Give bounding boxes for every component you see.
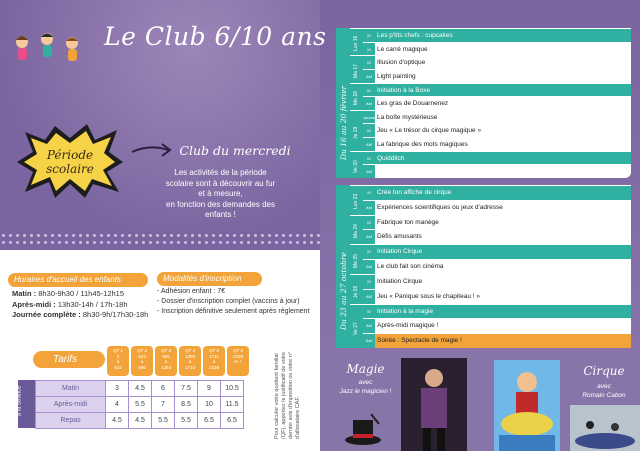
activity-text: Initiation Cirque	[377, 277, 423, 285]
tarif-cell: 9	[198, 381, 221, 397]
page-title: Le Club 6/10 ans	[104, 22, 327, 51]
horaire-line	[12, 300, 148, 311]
activity-row	[363, 289, 631, 304]
activity-text: Les gras de Douarnenez	[377, 100, 449, 108]
activity-row	[363, 215, 631, 230]
qf-header	[131, 346, 153, 376]
tarif-cell: 10.5	[221, 381, 244, 397]
qf-header-line: à	[116, 359, 120, 364]
qf-header-line: 2338	[208, 364, 219, 370]
magie-sub1: avec	[358, 379, 373, 386]
horaire-label: Matin :	[12, 289, 37, 298]
activity-row	[363, 151, 631, 165]
qf-header	[179, 346, 201, 376]
activity-row	[363, 185, 631, 200]
activity-row	[363, 333, 631, 348]
tarif-row	[36, 413, 244, 429]
activity-text: Les p'tits chefs : cupcakes	[377, 32, 453, 39]
qf-header-line: QF 6	[232, 348, 243, 353]
day-label-text: Me 18	[353, 91, 359, 106]
desc-line: Les activités de la période	[174, 168, 267, 177]
qf-header-line: 1710	[184, 364, 195, 370]
activity-row	[363, 318, 631, 333]
activity-row	[363, 28, 631, 42]
half-day-label: Journée	[363, 111, 375, 124]
horaire-value: 8h30-9h30 / 11h45-12h15	[36, 289, 125, 298]
magician-photo	[401, 358, 467, 451]
activity-text: La fabrique des mots magiques	[377, 141, 468, 149]
schedule-october	[336, 185, 631, 348]
modalites-lines	[157, 287, 310, 317]
half-day-label: M	[363, 216, 375, 230]
tarif-cell: 4.5	[106, 413, 129, 429]
day-label-text: Ma 24	[353, 224, 359, 239]
kids-illustration	[10, 30, 85, 70]
activity-row	[363, 55, 631, 69]
half-day-label: AM	[363, 97, 375, 110]
horaire-line	[12, 289, 148, 300]
modalite-line: - Dossier d'inscription complet (vaccins à jour)	[157, 298, 300, 305]
tarif-row-label: Après-midi	[36, 397, 106, 413]
activity-row	[363, 96, 631, 110]
date-range-label: Du 16 au 20 février	[339, 85, 348, 160]
tarif-cell: 8.5	[175, 397, 198, 413]
day-label-text: Lun 16	[353, 35, 359, 51]
reves-de-cirque-poster	[494, 360, 560, 451]
day-label	[350, 304, 363, 348]
tarif-cell: 5.5	[129, 397, 152, 413]
day-label	[350, 28, 363, 55]
tarif-cell: 10	[198, 397, 221, 413]
date-range-band	[336, 28, 350, 178]
periode-line1: Période	[46, 148, 94, 162]
activity-text: Après-midi magique !	[377, 322, 439, 330]
tarifs-title: Tarifs	[33, 351, 105, 368]
half-day-label: M	[363, 152, 375, 165]
tarif-cell: 6.5	[221, 413, 244, 429]
qf-header-line: 2339	[232, 353, 243, 359]
activity-text: Soirée : Spectacle de magie !	[377, 337, 462, 345]
half-day-label: AM	[363, 230, 375, 244]
half-day-label: M	[363, 305, 375, 319]
qf-header-line: 965	[162, 353, 170, 359]
activity-row	[363, 229, 631, 244]
activity-text: Le carré magique	[377, 45, 428, 53]
activity-row	[363, 200, 631, 215]
activity-text: Jeu « Le trésor du cirque magique »	[377, 127, 482, 135]
tarif-row-label: Repas	[36, 413, 106, 429]
activity-text: Illusion d'optique	[377, 59, 426, 67]
qf-header-line: QF 3	[160, 348, 171, 353]
date-range-band	[336, 185, 350, 348]
half-day-label: AM	[363, 260, 375, 274]
tarif-side-label	[18, 380, 35, 428]
qf-header-line: 1384	[160, 364, 171, 370]
activity-text: Initiation à la magie	[377, 307, 434, 315]
side-label-text: à la séance	[16, 385, 23, 417]
qf-header-line: et +	[234, 359, 242, 364]
modalite-line: - Inscription définitive seulement après règlement	[157, 308, 310, 315]
tarif-cell: 4.5	[129, 381, 152, 397]
horaire-value: 13h30-14h / 17h-18h	[55, 299, 128, 309]
day-label-text: Me 25	[353, 254, 359, 269]
qf-header-line: à	[188, 359, 192, 364]
tarif-cell: 7	[152, 397, 175, 413]
tarif-cell: 5.5	[152, 413, 175, 429]
qf-header-line: 0	[116, 353, 120, 359]
horaire-label: Journée complète :	[12, 310, 81, 319]
qf-header-line: QF 2	[136, 348, 147, 353]
day-label	[350, 83, 363, 110]
activity-row	[363, 259, 631, 274]
qf-header-line: 1385	[184, 353, 195, 359]
tarif-cell: 5.5	[175, 413, 198, 429]
tarif-cell: 6.5	[198, 413, 221, 429]
half-day-label: M	[363, 84, 375, 97]
day-label-text: Je 26	[353, 285, 359, 298]
activity-row	[363, 110, 631, 124]
half-day-label: M	[363, 275, 375, 289]
club-mercredi-desc	[138, 168, 303, 221]
activity-row	[363, 164, 631, 178]
magie-subtitle	[328, 378, 403, 396]
tarif-row-label: Matin	[36, 381, 106, 397]
half-day-label: M	[363, 124, 375, 137]
activity-text: Jeu « Panique sous le chapiteau ! »	[377, 292, 480, 300]
qf-header-line: à	[212, 359, 216, 364]
qf-header-line: 622	[114, 364, 122, 370]
day-label-text: Je 19	[353, 127, 359, 140]
horaires-title: Horaires d'accueil des enfants	[8, 273, 148, 287]
desc-line: en fonction des demandes des	[166, 199, 275, 209]
tarif-cell: 4	[106, 397, 129, 413]
activity-row	[363, 69, 631, 83]
activity-text: Le club fait son cinéma	[377, 263, 444, 271]
day-label	[350, 244, 363, 274]
date-range-label: Du 23 au 27 octobre	[339, 252, 348, 330]
activity-row	[363, 304, 631, 319]
cirque-title: Cirque	[583, 364, 625, 378]
activity-text: La boîte mystérieuse	[377, 113, 438, 121]
modalites-title: Modalités d'inscription	[157, 272, 262, 286]
activity-row	[363, 244, 631, 259]
modalite-line: - Adhésion enfant : 7€	[157, 288, 226, 295]
cirque-sub2: Romain Cabon	[582, 392, 626, 399]
qf-header-line: à	[140, 359, 144, 364]
circus-class-photo	[570, 405, 640, 451]
activity-text: Initiation Cirque	[377, 248, 423, 256]
tarif-cell: 6	[152, 381, 175, 397]
tarif-cell: 3	[106, 381, 129, 397]
horaires-lines	[12, 289, 148, 321]
activity-text: Défis amusants	[377, 233, 422, 241]
day-label	[350, 185, 363, 215]
day-label	[350, 55, 363, 82]
day-label	[350, 110, 363, 151]
desc-line: scolaire sont à découvrir au fur	[165, 178, 276, 188]
qf-header-line: 966	[138, 364, 146, 370]
tarif-row	[36, 381, 244, 397]
activity-text: Crée ton affiche de cirque	[377, 189, 452, 196]
qf-note	[265, 350, 327, 439]
qf-header-line: 623	[138, 353, 146, 359]
horaire-label: Après-midi :	[12, 299, 56, 309]
qf-note-text: Pour calculer votre quotient familial (QF), apportez le justificatif de votre dernier avis d'imposition ou votre n° d'allocataire CAF.	[274, 351, 301, 439]
cirque-sub1: avec	[597, 383, 611, 390]
qf-header	[203, 346, 225, 376]
dotted-divider	[0, 232, 320, 246]
qf-header-line: à	[164, 359, 168, 364]
periode-line2: scolaire	[46, 162, 94, 176]
activity-row	[363, 42, 631, 56]
half-day-label: AM	[363, 201, 375, 215]
tarif-cell: 7.5	[175, 381, 198, 397]
half-day-label: Soir	[363, 334, 375, 348]
activity-row	[363, 137, 631, 151]
periode-scolaire-burst	[15, 122, 125, 200]
activity-row	[363, 274, 631, 289]
day-label	[350, 274, 363, 304]
qf-header	[155, 346, 177, 376]
tarif-cell: 11.5	[221, 397, 244, 413]
half-day-label: AM	[363, 70, 375, 83]
magic-hat-image	[343, 410, 383, 448]
half-day-label: M	[363, 43, 375, 56]
tarif-cell: 4.5	[129, 413, 152, 429]
qf-header-line: QF 1	[112, 348, 123, 353]
magie-sub2: Jazz le magicien !	[339, 388, 392, 395]
activity-text: Initiation à la Boxe	[377, 86, 431, 94]
half-day-label: AM	[363, 138, 375, 151]
half-day-label: AM	[363, 319, 375, 333]
horaire-value: 8h30-9h/17h30-18h	[80, 310, 149, 319]
cirque-subtitle	[568, 382, 640, 400]
magie-title: Magie	[346, 362, 385, 376]
qf-header-line: QF 4	[184, 348, 195, 353]
desc-line: enfants !	[205, 210, 236, 219]
qf-header	[107, 346, 129, 376]
day-label	[350, 151, 363, 178]
half-day-label: M	[363, 29, 375, 42]
day-label-text: Ma 17	[353, 63, 359, 78]
tarif-row	[36, 397, 244, 413]
qf-header-line: QF 5	[208, 348, 219, 353]
half-day-label: M	[363, 245, 375, 259]
activity-text: Expériences scientifiques ou jeux d'adresse	[377, 203, 503, 211]
activity-row	[363, 123, 631, 137]
horaire-line	[12, 310, 148, 321]
club-mercredi-title: Club du mercredi	[179, 143, 291, 158]
day-label-text: Lun 23	[353, 193, 359, 209]
qf-header	[227, 346, 249, 376]
day-label-text: Ve 27	[353, 321, 359, 335]
activity-row	[363, 83, 631, 97]
half-day-label: AM	[363, 165, 375, 178]
half-day-label: M	[363, 56, 375, 69]
day-label-text: Ve 20	[353, 160, 359, 174]
arrow-icon	[130, 140, 175, 160]
day-label	[350, 215, 363, 245]
half-day-label: M	[363, 186, 375, 200]
schedule-february	[336, 28, 631, 178]
activity-text: Fabrique ton manège	[377, 218, 439, 226]
tarif-table	[35, 380, 244, 429]
half-day-label: AM	[363, 290, 375, 304]
activity-text: Quidditch	[377, 154, 405, 162]
desc-line: et à mesure,	[198, 189, 243, 198]
activity-text: Light painting	[377, 72, 416, 80]
qf-header-line: 1711	[209, 353, 219, 359]
